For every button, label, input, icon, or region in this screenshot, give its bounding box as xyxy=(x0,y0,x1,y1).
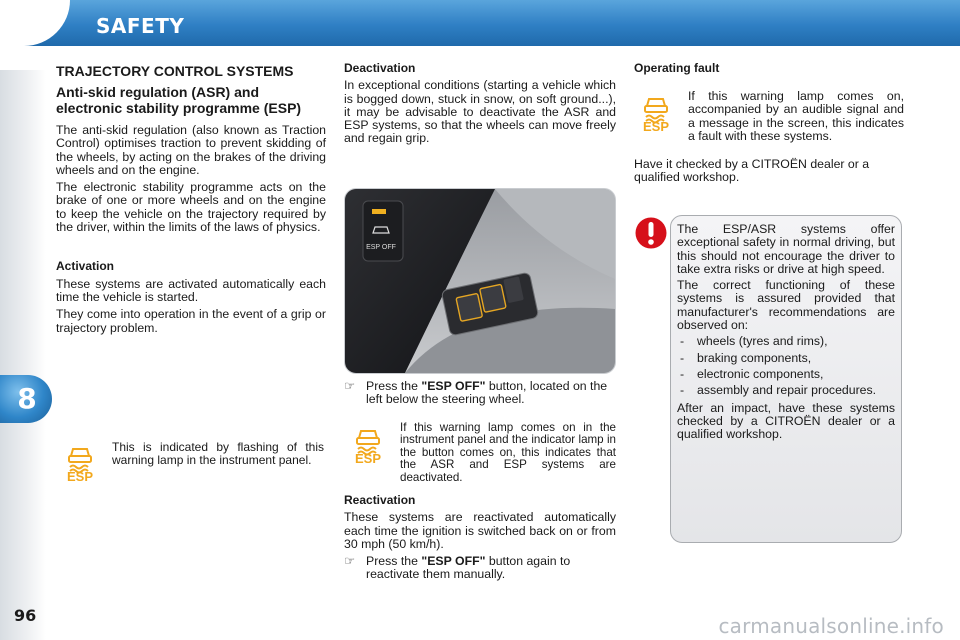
list-item: - electronic components, xyxy=(679,366,824,381)
lamp-description: This is indicated by flashing of this warning lamp in the instrument panel. xyxy=(112,440,324,467)
paragraph: The anti-skid regulation (also known as Traction Control) optimises traction to prevent skidding of the wheels, by acting on the brakes of the driving wheels and on the engine. xyxy=(56,123,326,177)
paragraph: The ESP/ASR systems offer exceptional safety in normal driving, but this should not encourage the driver to take extra risks or drive at high speed. xyxy=(677,222,895,276)
fault-lamp-row xyxy=(638,90,904,143)
list-item: - wheels (tyres and rims), xyxy=(679,334,828,349)
bullet-text: Press the "ESP OFF" button, located on the left below the steering wheel. xyxy=(366,379,608,407)
lamp-description: If this warning lamp comes on, accompanied by an audible signal and a message in the screen, this indicates a fault with these systems. xyxy=(688,89,904,143)
fault-heading: Operating fault xyxy=(634,61,720,75)
paragraph: These systems are activated automatically each time the vehicle is started. xyxy=(56,276,326,304)
paragraph: Have it checked by a CITROËN dealer or a qualified workshop. xyxy=(634,157,870,185)
esp-icon-label: ESP xyxy=(354,451,382,464)
esp-icon-label: ESP xyxy=(642,119,670,132)
main-heading: TRAJECTORY CONTROL SYSTEMS xyxy=(56,63,294,79)
paragraph: In exceptional conditions (starting a vehicle which is bogged down, stuck in snow, on soft ground...), it may be advisable to deactivate the ASR and ESP systems, so that the wheels can move freely and regain grip. xyxy=(344,78,616,146)
dashboard-photo xyxy=(344,188,616,374)
column-1 xyxy=(56,62,326,339)
pointing-hand-icon: ☞ xyxy=(344,379,356,393)
sub-heading: Anti-skid regulation (ASR) and electronic stability programme (ESP) xyxy=(56,84,302,116)
section-title: SAFETY xyxy=(96,14,185,38)
bullet-item xyxy=(344,555,616,582)
esp-off-warning-lamp-icon xyxy=(350,422,386,464)
bullet-text: Press the "ESP OFF" button again to reactivate them manually. xyxy=(366,554,571,582)
deactivation-instruction xyxy=(344,380,616,407)
paragraph: The electronic stability programme acts on the brake of one or more wheels and on the engine to keep the vehicle on the trajectory required by the driver, within the limits of the laws of physics. xyxy=(56,180,326,235)
left-margin-strip xyxy=(0,70,46,640)
esp-off-button-label: ESP OFF xyxy=(366,244,396,251)
chapter-tab: 8 xyxy=(0,375,52,423)
pointing-hand-icon: ☞ xyxy=(344,554,356,569)
page-number: 96 xyxy=(14,606,37,625)
lamp-description: If this warning lamp comes on in the instrument panel and the indicator lamp in the button comes on, this indicates that the ASR and ESP systems are deactivated. xyxy=(400,421,616,484)
bullet-item xyxy=(344,380,616,407)
list-item: - assembly and repair procedures. xyxy=(679,383,877,398)
paragraph: These systems are reactivated automatically each time the ignition is switched back on or from 30 mph (50 km/h). xyxy=(344,510,616,551)
paragraph: After an impact, have these systems checked by a CITROËN dealer or a qualified workshop. xyxy=(677,400,895,442)
deactivation-lamp-row xyxy=(350,422,616,484)
esp-warning-lamp-icon xyxy=(62,440,98,482)
esp-icon-label: ESP xyxy=(66,469,94,482)
deactivation-heading: Deactivation xyxy=(344,61,416,75)
warning-box xyxy=(670,215,902,543)
watermark: carmanualsonline.info xyxy=(718,614,944,638)
column-3 xyxy=(634,62,904,79)
list-item: - braking components, xyxy=(679,350,812,365)
esp-fault-lamp-icon xyxy=(638,90,674,132)
fault-advice xyxy=(634,158,904,189)
dashboard-illustration xyxy=(345,189,615,373)
exclamation-warning-icon xyxy=(634,216,668,250)
paragraph: They come into operation in the event of a grip or trajectory problem. xyxy=(56,307,326,335)
reactivation-section xyxy=(344,494,616,582)
activation-lamp-row xyxy=(62,440,326,482)
column-2 xyxy=(344,62,616,150)
paragraph: The correct functioning of these systems is assured provided that manufacturer's recommendations are observed on: xyxy=(677,278,895,333)
activation-heading: Activation xyxy=(56,259,115,274)
reactivation-heading: Reactivation xyxy=(344,493,416,507)
